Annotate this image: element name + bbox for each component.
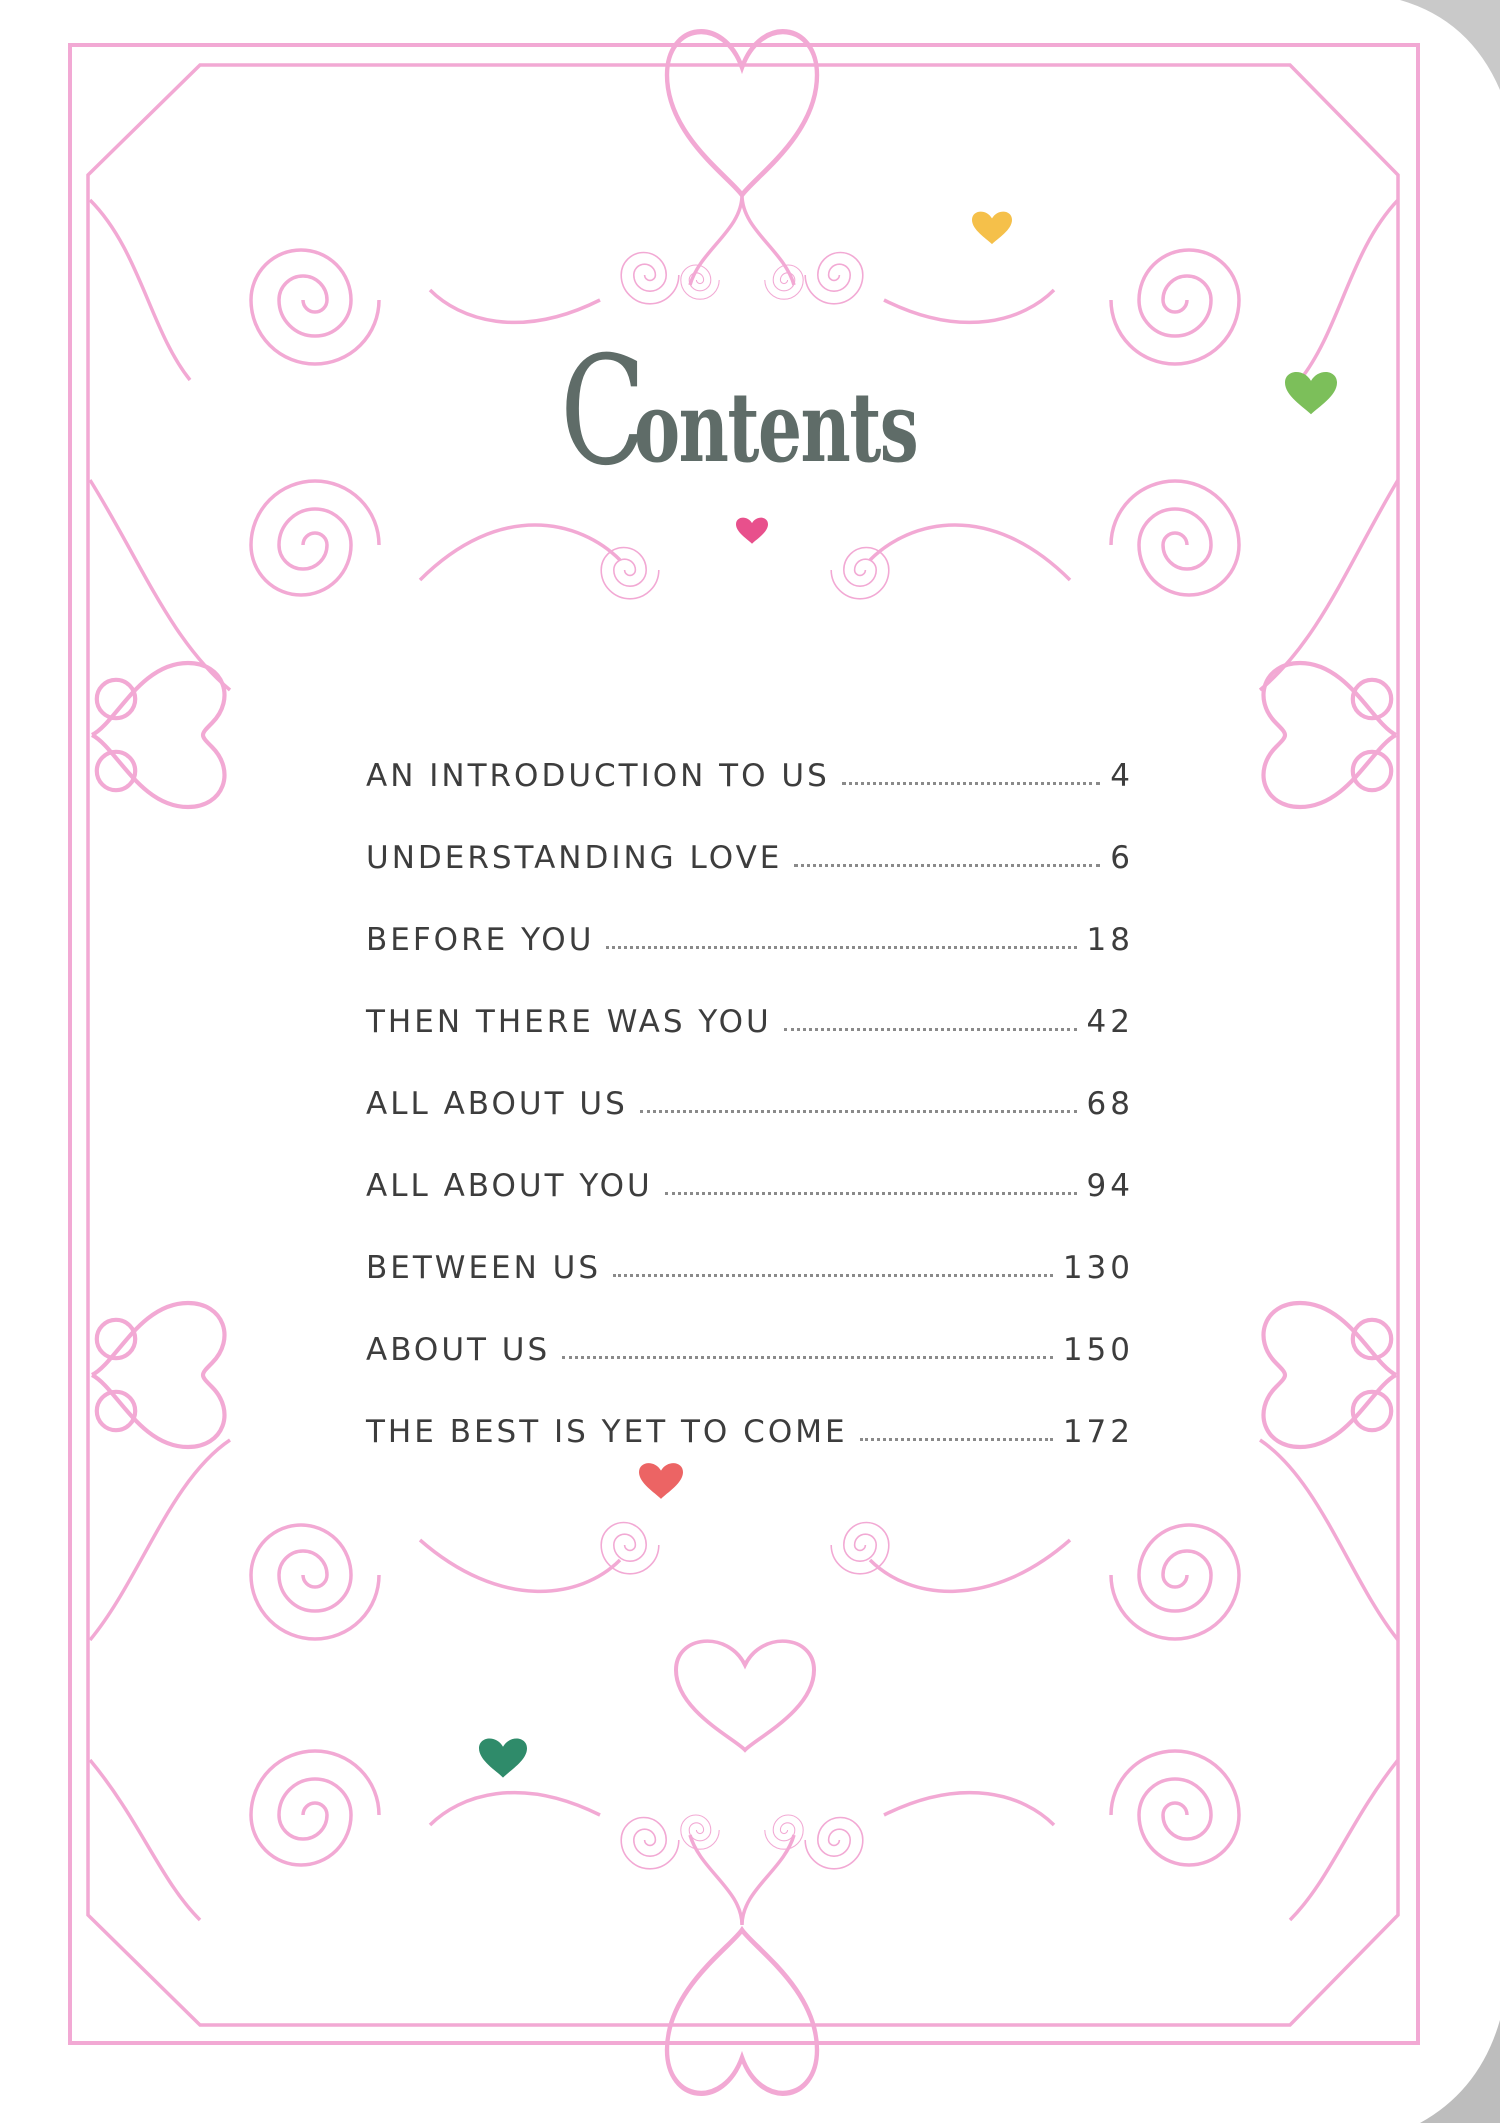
toc-entry[interactable] (366, 794, 1134, 876)
toc-page-number: 172 (1062, 1414, 1134, 1450)
toc-label: AN INTRODUCTION TO US (366, 758, 830, 794)
toc-label: ALL ABOUT US (366, 1086, 628, 1122)
toc-label: UNDERSTANDING LOVE (366, 840, 783, 876)
toc-page-number: 68 (1086, 1086, 1134, 1122)
toc-page-number: 18 (1086, 922, 1134, 958)
toc-entry[interactable] (366, 876, 1134, 958)
toc-label: BETWEEN US (366, 1250, 602, 1286)
title-rest: ontents (634, 371, 918, 484)
pink-heart-icon (733, 514, 771, 546)
toc-page-number: 6 (1110, 840, 1134, 876)
toc-label: BEFORE YOU (366, 922, 595, 958)
toc-entry[interactable] (366, 1040, 1134, 1122)
toc-page-number: 42 (1086, 1004, 1134, 1040)
toc-leader-dots (842, 781, 1101, 785)
toc-entry[interactable] (366, 1286, 1134, 1368)
lime-heart-icon (1280, 366, 1342, 418)
toc-entry[interactable] (366, 712, 1134, 794)
toc-page-number: 94 (1086, 1168, 1134, 1204)
toc-page-number: 4 (1110, 758, 1134, 794)
toc-page-number: 130 (1062, 1250, 1134, 1286)
page-title (560, 325, 940, 505)
teal-heart-icon (470, 1733, 536, 1781)
yellow-heart-icon (970, 207, 1014, 247)
title-initial: C (560, 325, 647, 499)
toc-label: THE BEST IS YET TO COME (366, 1414, 848, 1450)
coral-heart-icon (636, 1458, 686, 1502)
toc-entry[interactable] (366, 958, 1134, 1040)
toc-page-number: 150 (1062, 1332, 1134, 1368)
toc-leader-dots (562, 1355, 1053, 1359)
toc-leader-dots (665, 1191, 1077, 1195)
toc-label: ABOUT US (366, 1332, 551, 1368)
toc-leader-dots (640, 1109, 1077, 1113)
toc-leader-dots (613, 1273, 1053, 1277)
toc-leader-dots (860, 1437, 1053, 1441)
toc-entry[interactable] (366, 1122, 1134, 1204)
toc-label: ALL ABOUT YOU (366, 1168, 653, 1204)
toc-entry[interactable] (366, 1368, 1134, 1450)
table-of-contents (366, 712, 1134, 1450)
toc-label: THEN THERE WAS YOU (366, 1004, 772, 1040)
toc-leader-dots (606, 945, 1076, 949)
toc-entry[interactable] (366, 1204, 1134, 1286)
toc-leader-dots (784, 1027, 1077, 1031)
toc-leader-dots (794, 863, 1100, 867)
